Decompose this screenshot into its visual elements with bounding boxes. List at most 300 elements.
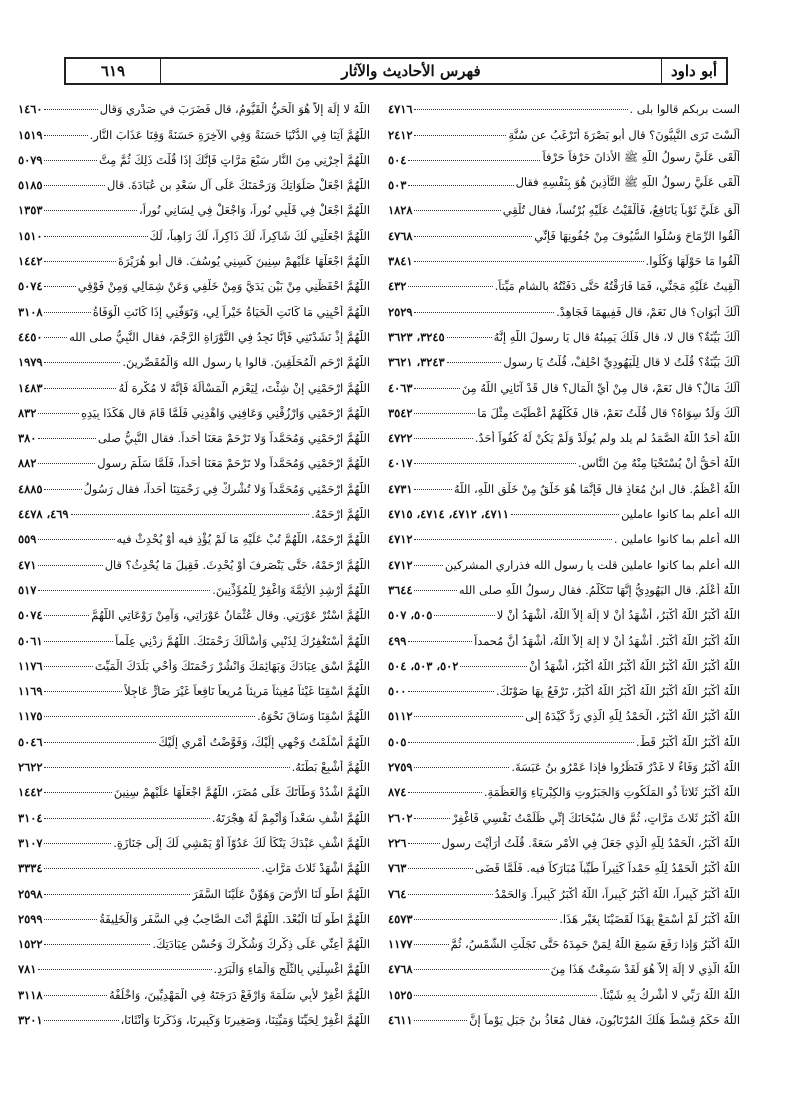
dot-leader [414, 312, 554, 313]
entry-text: اللَّهُمَّ اسْتُرْ عَوْرَتِي. وقال عُثْمَانُ عَوْرَاتِي، وَآمِنْ رَوْعَاتِي اللَّهُمَّ [91, 608, 370, 623]
index-entry [388, 1002, 740, 1027]
dot-leader [44, 261, 116, 262]
dot-leader [414, 438, 472, 439]
index-entry [18, 648, 370, 673]
index-entry [18, 319, 370, 344]
entry-text: أَلَكَ وَلَدٌ سِوَاهُ؟ قال قُلْتُ نَعَمْ، قال فَكُلَّهُمْ أَعْطَيْتَ مِثْلَ مَا [477, 405, 740, 420]
hadith-number: ١١٧٥ [18, 709, 43, 724]
dot-leader [414, 767, 509, 768]
hadith-number: ٥١٧ [18, 582, 37, 597]
index-entry [18, 167, 370, 192]
dot-leader [44, 995, 106, 996]
index-entry [388, 825, 740, 850]
entry-text: اللَّهُمَّ اجْعَلْنِي لَكَ شَاكِراً، لَكَ ذَاكِراً، لَكَ رَاهِباً، لَكَ [149, 228, 370, 243]
dot-leader [44, 337, 67, 338]
index-entry [18, 723, 370, 748]
index-entry [388, 749, 740, 774]
dot-leader [71, 514, 310, 515]
entry-text: اللَّهُ أَكْبَرُ اللَّهُ أَكْبَرُ. أَشْهَدُ أَنْ لا إِلهَ إِلاَّ اللَّهُ، أَشْهَدُ أَنَّ مُحمداً [474, 633, 740, 648]
hadith-number: ٥٠٧٤ [18, 608, 43, 623]
hadith-number: ٤٥٧٣ [388, 911, 413, 926]
index-entry [388, 673, 740, 698]
dot-leader [38, 590, 210, 591]
dot-leader [44, 236, 147, 237]
entry-text: أَلْقِ عَلَيَّ ثَوْباً يَانَافِعُ، فَأَلْقَيْتُ عَلَيْهِ بُرْنُساً، فقال تُلْقِي [502, 203, 740, 218]
dot-leader [44, 868, 259, 869]
entry-text: اللَّهُ أَكْبَرُ ثَلاثاً ذُو المَلَكُوتِ وَالجَبَرُوتِ وَالكِبْرِيَاءِ وَالعَظَمَةِ. [483, 785, 740, 800]
entry-text: اللَّهُ أَكْبَرُ اللَّهُ أَكْبَرُ قَطْ. [635, 734, 740, 749]
hadith-number: ٥٠٥ [388, 734, 407, 749]
hadith-number: ٤٧٣١ [388, 481, 413, 496]
hadith-number: ٤٧١١، ٤٧١٢، ٤٧١٤، ٤٧١٥ [388, 507, 509, 522]
dot-leader [38, 463, 95, 464]
hadith-number: ٧٦٤ [388, 886, 407, 901]
hadith-number: ٧٦٣ [388, 861, 407, 876]
dot-leader [408, 185, 513, 186]
entry-text: أَلَسْتَ تَرَى النَّبِيُّونَ؟ قال أبو بَصْرَةَ أَتَرْغَبُ عن سُنَّةِ [508, 127, 740, 142]
hadith-number: ٢٦٢٢ [18, 760, 43, 775]
index-entry [388, 142, 740, 167]
entry-text: اللَّهُمَّ أَعِنِّي عَلَى ذِكْرِكَ وَشُكْرِكَ وَحُسْنِ عِبَادَتِكَ. [152, 937, 370, 952]
index-entry [18, 243, 370, 268]
left-column [18, 91, 370, 1027]
dot-leader [408, 843, 439, 844]
dot-leader [44, 489, 81, 490]
dot-leader [414, 1020, 467, 1021]
dot-leader [38, 438, 95, 439]
dot-leader [414, 109, 627, 110]
hadith-number: ٤٧٦٨ [388, 962, 413, 977]
dot-leader [44, 362, 120, 363]
entry-text: اللَّهُمَّ أَشْبِعْ بَطْنَهُ. [291, 760, 370, 775]
dot-leader [414, 210, 500, 211]
dot-leader [44, 109, 97, 110]
dot-leader [414, 413, 475, 414]
index-entry [388, 648, 740, 673]
hadith-number: ٢٦٠٢ [388, 810, 413, 825]
index-entry [18, 774, 370, 799]
dot-leader [44, 742, 156, 743]
hadith-number: ٣٨٤١ [388, 254, 413, 269]
hadith-number: ٥٠٤ [388, 152, 407, 167]
entry-text: أَلْقَى عَلَيَّ رسولُ اللَّهِ ﷺ الأذانَ حَرْفاً حَرْفاً [542, 149, 740, 164]
dot-leader [44, 135, 87, 136]
index-entry [18, 976, 370, 1001]
index-entry [388, 167, 740, 192]
hadith-number: ١٤٦٠ [18, 102, 43, 117]
hadith-number: ٥٠٦١ [18, 633, 43, 648]
entry-text: اللَّهُ أَكْبَرُ، الْحَمْدُ لِلَّهِ الَّذِي جَعَلَ فِي الأَمْرِ سَعَةً. قُلْتُ أَرَأَيْتَ رسول [441, 835, 740, 850]
dot-leader [414, 590, 456, 591]
entry-text: اللَّهُمَّ أَرْشِدِ الأَئِمَّةَ وَاغْفِرْ لِلْمُؤَذِّنِينَ. [212, 582, 370, 597]
entry-text: اللَّهُ لا إِلَهَ إِلاَّ هُوَ الْحَيُّ الْقَيُّومُ، قال فَضَرَبَ في صَدْرِي وَقال [99, 102, 370, 117]
hadith-number: ١٤٨٣ [18, 380, 43, 395]
entry-text: اللَّهُمَّ اجْعَلْ فِي قَلْبِي نُوراً، وَاجْعَلْ فِي لِسَانِي نُوراً، [139, 203, 370, 218]
dot-leader [44, 716, 255, 717]
hadith-number: ٤٧١٢ [388, 557, 413, 572]
dot-leader [408, 792, 482, 793]
index-entry [18, 926, 370, 951]
index-entry [388, 976, 740, 1001]
entry-text: اللَّهُ أَكْبَرُ كَبِيراً، اللَّهُ أَكْبَرُ كَبِيراً، اللَّهُ أَكْبَرُ كَبِيراً. وَالحَمْدُ [494, 886, 740, 901]
dot-leader [44, 666, 92, 667]
dot-leader [414, 236, 532, 237]
index-entry [18, 622, 370, 647]
hadith-number: ٣٦٤٤ [388, 582, 413, 597]
index-entry [388, 698, 740, 723]
page-number: ٦١٩ [66, 59, 161, 83]
dot-leader [408, 641, 472, 642]
hadith-number: ٤٠١٧ [388, 456, 413, 471]
index-entry [388, 470, 740, 495]
dot-leader [44, 818, 209, 819]
dot-leader [44, 286, 75, 287]
hadith-number: ٤٧١ [18, 557, 37, 572]
entry-text: أَلْقُوا مَا حَوْلَهَا وَكُلُوا. [645, 254, 740, 269]
hadith-number: ٢٥٩٨ [18, 886, 43, 901]
entry-text: اللَّهُمَّ اشْفِ سَعْداً وَأَتْمِمْ لَهُ هِجْرَتَهُ. [211, 810, 370, 825]
index-entry [388, 799, 740, 824]
entry-text: اللَّهُمَّ ارْحَمْهُ، حَتَّى يَنْصَرِفَ أَوْ يُحْدِثَ. فَقِيلَ مَا يُحْدِثُ؟ قال [104, 557, 370, 572]
index-entry [388, 369, 740, 394]
index-entry [388, 622, 740, 647]
entry-text: الست بربكم قالوا بلى . [629, 102, 740, 117]
index-entry [388, 420, 740, 445]
hadith-number: ٣١٠٧ [18, 835, 43, 850]
hadith-number: ٤٧١٦ [388, 102, 413, 117]
index-entry [388, 116, 740, 141]
dot-leader [44, 919, 97, 920]
entry-text: اللَّهُمَّ أَجِرْنِي مِنَ النَّارِ سَبْعَ مَرَّاتٍ فَإِنَّكَ إِذَا قُلْتَ ذَلِكَ ثُمَّ مِتَّ [98, 152, 370, 167]
index-entry [18, 698, 370, 723]
hadith-number: ١٥١٠ [18, 228, 43, 243]
index-entry [388, 395, 740, 420]
hadith-number: ٣١٠٤ [18, 810, 43, 825]
hadith-number: ٥٠٣ [388, 178, 407, 193]
entry-text: اللَّهُ أَكْبَرُ لَمْ أَسْمَعْ بِهَذَا لَقَضَيْنَا بِغَيْرِ هَذَا. [559, 911, 740, 926]
index-entry [18, 749, 370, 774]
index-entry [388, 319, 740, 344]
index-entry [388, 875, 740, 900]
hadith-number: ١٥١٩ [18, 127, 43, 142]
dot-leader [460, 666, 527, 667]
hadith-number: ٢٢٦ [388, 835, 407, 850]
entry-text: اللَّهُمَّ آتِنَا فِي الدُّنْيَا حَسَنَةً وَفِي الآخِرَةِ حَسَنَةً وَقِنَا عَذَابَ النَّارِ. [89, 127, 370, 142]
entry-text: اللَّهُ أَكْبَرُ اللَّهُ أَكْبَرُ اللَّهُ أَكْبَرُ اللَّهُ أَكْبَرُ، تَرْفَعُ بِهَا صَوْتَكَ. [496, 684, 740, 699]
page-header [64, 57, 728, 85]
entry-text: أَلَكَ بَيِّنَةٌ؟ قال لا، قال فَلَكَ يَمِينُهُ قال يَا رسولَ اللَّهِ إِنَّهُ [493, 329, 740, 344]
entry-text: اللَّهُمَّ اطْوِ لَنَا الْبُعْدَ. اللَّهُمَّ أَنْتَ الصَّاحِبُ فِي السَّفَرِ وَالْخَلِيفَةُ [99, 911, 370, 926]
dot-leader [414, 969, 548, 970]
entry-text: اللَّهُمَّ اطْوِ لَنَا الأَرْضَ وَهَوِّنْ عَلَيْنَا السَّفَرَ [192, 886, 370, 901]
hadith-number: ٤٩٩ [388, 633, 407, 648]
hadith-number: ٣٥٤٢ [388, 405, 413, 420]
entry-text: اللَّهُمَّ اسْقِنَا غَيْثاً مُغِيثاً مَرِيئاً مُرِيعاً نَافِعاً غَيْرَ ضَارٍّ عَاجِلاً [124, 684, 370, 699]
index-entry [18, 901, 370, 926]
entry-text: اللَّهُ أَعْظَمُ. قال ابنُ مُعَاذٍ قال فَإِنَّمَا هُوَ خَلْقٌ مِنْ خَلْقِ اللَّهِ، اللَّهُ [453, 481, 740, 496]
dot-leader [38, 413, 79, 414]
index-entry [18, 496, 370, 521]
hadith-number: ٤٨٨٥ [18, 481, 43, 496]
index-entry [388, 723, 740, 748]
index-entry [388, 496, 740, 521]
hadith-number: ٨٧٤ [388, 785, 407, 800]
entry-text: أَلْقَى عَلَيَّ رسولُ اللَّهِ ﷺ التَّأْذِينَ هُوَ بِنَفْسِهِ فقال [515, 175, 740, 190]
entry-text: اللَّهُ اللَّهُ رَبِّي لا أُشْرِكُ بِهِ شَيْئاً. [599, 987, 740, 1002]
right-column [388, 91, 740, 1027]
dot-leader [447, 337, 492, 338]
hadith-number: ٤٦١١ [388, 1012, 413, 1027]
index-entry [18, 597, 370, 622]
dot-leader [414, 261, 643, 262]
hadith-number: ٣٢٠١ [18, 1012, 43, 1027]
index-entry [388, 774, 740, 799]
index-entry [388, 91, 740, 116]
hadith-number: ٤٧١٢ [388, 532, 413, 547]
index-entry [18, 192, 370, 217]
entry-text: اللَّهُ أَكْبَرُ اللَّهُ أَكْبَرُ اللَّهُ أَكْبَرُ اللَّهُ أَكْبَرُ، أَشْهَدُ أَنْ [528, 658, 740, 673]
entry-text: اللَّهُمَّ ارْحَمْنِي إِنْ شِئْتَ، لِيَعْزِمِ الْمَسْأَلَةَ فَإِنَّهُ لا مُكْرِهَ لَهُ [118, 380, 370, 395]
hadith-number: ١٤٤٢ [18, 785, 43, 800]
index-entry [388, 243, 740, 268]
dot-leader [408, 894, 492, 895]
index-entry [388, 445, 740, 470]
hadith-number: ١٣٥٣ [18, 203, 43, 218]
index-entry [388, 293, 740, 318]
dot-leader [44, 894, 190, 895]
dot-leader [408, 160, 540, 161]
entry-text: اللَّهُ أَكْبَرُ الْحَمْدُ لِلَّهِ حَمْداً كَثِيراً طَيِّباً مُبَارَكاً فيه. فَلَمَّا قَضَى [475, 861, 740, 876]
hadith-number: ١٥٢٢ [18, 937, 43, 952]
hadith-number: ٤٦٩، ٤٤٧٨ [18, 507, 69, 522]
entry-text: اللَّهُمَّ اشْفِ عَبْدَكَ يَنْكَأُ لَكَ عَدُوّاً أَوْ يَمْشِي لَكَ إِلَى جَنَازَةٍ. [113, 835, 370, 850]
dot-leader [408, 691, 494, 692]
entry-text: اللَّهُ أَحَقُّ أَنْ يُسْتَحْيَا مِنْهُ مِنَ النَّاسِ. [578, 456, 740, 471]
index-entry [18, 420, 370, 445]
entry-text: اللَّهُمَّ اسْقِنَا وَسَاقَ نَحْوَهُ. [257, 709, 370, 724]
hadith-number: ٥٠٢، ٥٠٣، ٥٠٤ [388, 658, 459, 673]
entry-text: اللَّهُمَّ اشْهَدْ ثَلاثَ مَرَّاتٍ. [261, 861, 370, 876]
index-entry [388, 572, 740, 597]
entry-text: اللَّهُمَّ ارْحَمْنِي وَمُحَمَّداً وَلا تَرْحَمْ مَعَنَا أَحَداً. فقال النَّبِيُّ صلى [97, 431, 370, 446]
entry-text: الله أعلم بما كانوا عاملين . [613, 532, 740, 547]
hadith-number: ١٤٤٢ [18, 254, 43, 269]
index-entry [18, 825, 370, 850]
dot-leader [408, 868, 473, 869]
dot-leader [408, 742, 634, 743]
dot-leader [434, 615, 494, 616]
entry-text: اللَّهُ أَعْلَمُ. قال اليَهُودِيُّ إِنَّهَا تَتَكَلَّمُ. فقال رسولُ اللَّهِ صلى الله [458, 582, 740, 597]
entry-text: اللَّهُ أَكْبَرُ وَفَاءٌ لا غَدْرٌ فَنَظَرُوا فإذا عَمْرُو بنُ عَبَسَةَ. [511, 760, 740, 775]
entry-text: اللَّهُمَّ ارْحَمِ الْمُحَلِّقِينَ. قالوا يا رسول الله وَالْمُقَصِّرِينَ. [122, 355, 370, 370]
entry-text: اللَّهُمَّ ارْحَمْنِي وَمُحَمَّداً ولا تَرْحَمْ مَعَنَا أَحَداً، فَلَمَّا سَلَّمَ رسول [97, 456, 370, 471]
entry-text: اللَّهُمَّ أَسْلَمْتُ وَجْهِي إِلَيْكَ، وَفَوَّضْتُ أَمْرِي إِلَيْكَ [158, 734, 370, 749]
hadith-number: ٨٣٢ [18, 405, 37, 420]
book-name: أبو داود [661, 59, 726, 83]
entry-text: اللَّهُ أَحَدٌ اللَّهُ الصَّمَدُ لم يلد ولم يُولَدْ وَلَمْ يَكُنْ لَهُ كُفُواً أَحَدٌ. [474, 431, 740, 446]
index-title: فهرس الأحاديث والآثار [341, 62, 481, 80]
hadith-number: ١٨٢٨ [388, 203, 413, 218]
index-entry [18, 875, 370, 900]
hadith-number: ٥١١٢ [388, 709, 413, 724]
entry-text: اللَّهُمَّ احْفَظْنِي مِنْ بَيْنِ يَدَيَّ وَمِنْ خَلْفِي وَعَنْ شِمَالِي وَمِنْ فَوْقِي [77, 279, 370, 294]
dot-leader [414, 995, 597, 996]
index-entry [18, 395, 370, 420]
index-entry [388, 268, 740, 293]
entry-text: اللَّهُمَّ ارْحَمْهُ. [311, 507, 370, 522]
hadith-number: ٤٧٦٨ [388, 228, 413, 243]
index-entry [18, 91, 370, 116]
hadith-number: ٢٥٢٩ [388, 304, 413, 319]
entry-text: اللَّهُمَّ اغْسِلْنِي بِالثَّلْجِ وَالْمَاءِ وَالْبَرَدِ. [213, 962, 370, 977]
entry-text: اللَّهُ أَكْبَرُ وَإذا رَفَعَ سَمِعَ اللَّهُ لِمَنْ حَمِدَهُ حَتَّى تَجَلَّتِ الشَّمْسُ، ثُمَّ [450, 937, 740, 952]
dot-leader [414, 919, 557, 920]
index-entry [18, 799, 370, 824]
dot-leader [414, 565, 442, 566]
hadith-number: ٤٠٦٣ [388, 380, 413, 395]
hadith-number: ٣٢٤٥، ٣٦٢٣ [388, 329, 445, 344]
entry-text: أَلَكَ بَيِّنَةٌ؟ قُلْتُ لا قال لِلْيَهُودِيِّ احْلِفْ، قُلْتُ يَا رسول [503, 355, 740, 370]
dot-leader [414, 944, 448, 945]
dot-leader [408, 286, 492, 287]
entry-text: اللَّهُ حَكَمٌ قِسْطٌ هَلَكَ المُرْتَابُونَ، فقال مُعَاذُ بنُ جَبَلٍ يَوْماً إِنَّ [469, 1012, 740, 1027]
entry-text: اللَّهُمَّ ارْحَمْنِي وَارْزُقْنِي وَعَافِنِي وَاهْدِنِي فَلَمَّا قَامَ قال هَكَذَا بِيَدِهِ [81, 405, 370, 420]
dot-leader [44, 1020, 118, 1021]
entry-text: الله أعلم بما كانوا عاملين [621, 507, 740, 522]
entry-text: اللَّهُ أَكْبَرُ اللَّهُ أَكْبَرُ، الْحَمْدُ لِلَّهِ الَّذِي رَدَّ كَيْدَهُ إِلى [525, 709, 740, 724]
entry-text: اللَّهُمَّ اغْفِرْ لِحَيِّنَا وَمَيِّتِنَا، وَصَغِيرِنَا وَكَبِيرِنَا، وَذَكَرِنَا وَأُنْثَانَا، [120, 1012, 370, 1027]
hadith-number: ١١٦٩ [18, 684, 43, 699]
entry-text: اللَّهُمَّ ارْحَمْنِي وَمُحَمَّداً وَلا تُشْرِكْ فِي رَحْمَتِنَا أَحَداً، فقال رَسُولُ [83, 481, 370, 496]
hadith-number: ٥٥٩ [18, 532, 37, 547]
hadith-number: ٥٠٧٤ [18, 279, 43, 294]
index-entry [388, 192, 740, 217]
dot-leader [44, 185, 105, 186]
index-entry [18, 116, 370, 141]
dot-leader [38, 565, 102, 566]
dot-leader [44, 843, 111, 844]
index-entry [388, 926, 740, 951]
entry-text: أَلَكَ مَالٌ؟ قال نَعَمْ، قال مِنْ أَيِّ الْمَالِ؟ قال قَدْ آتَانِي اللَّهُ مِنَ [461, 380, 740, 395]
hadith-number: ٢٧٥٩ [388, 760, 413, 775]
hadith-number: ٥٠٠ [388, 684, 407, 699]
index-entry [18, 293, 370, 318]
index-entry [18, 217, 370, 242]
dot-leader [44, 691, 122, 692]
entry-text: أَلْقُوا الرِّمَاحَ وَسُلُّوا السُّيُوفَ مِنْ جُفُونِهَا فَإِنِّي [534, 228, 740, 243]
dot-leader [414, 463, 576, 464]
index-entry [388, 546, 740, 571]
index-entry [18, 546, 370, 571]
entry-text: اللَّهُمَّ أَحْيِنِي مَا كَانَتِ الْحَيَاةُ خَيْراً لِي، وَتَوَفَّنِي إِذَا كَانَتِ الْوَفَاةُ [92, 304, 370, 319]
dot-leader [44, 160, 96, 161]
index-entry [18, 142, 370, 167]
entry-text: اللَّهُمَّ أَسْتَغْفِرُكَ لِذَنْبِي وَأَسْأَلُكَ رَحْمَتَكَ. اللَّهُمَّ زِدْنِي عِلْماً [115, 633, 370, 648]
entry-text: أَلَكَ أَبَوَانِ؟ قال نَعَمْ، قال فَفِيهِمَا فَجَاهِدْ. [556, 304, 740, 319]
index-entry [388, 344, 740, 369]
dot-leader [38, 969, 211, 970]
hadith-number: ٥١٨٥ [18, 178, 43, 193]
index-entry [18, 1002, 370, 1027]
dot-leader [414, 539, 611, 540]
entry-text: اللَّهُمَّ اجْعَلْهَا عَلَيْهِمْ سِنِينَ كَسِنِي يُوسُفَ. قال أبو هُرَيْرَةَ [118, 254, 370, 269]
index-entry [18, 951, 370, 976]
index-entry [388, 597, 740, 622]
hadith-number: ٣٣٣٤ [18, 861, 43, 876]
hadith-number: ٣١٠٨ [18, 304, 43, 319]
index-entry [18, 673, 370, 698]
entry-text: اللَّهُمَّ إِذْ نَشَدْتَنِي فَإِنَّا نَجِدُ فِي التَّوْرَاةِ الرَّجْمَ، فقال النَّبِيُّ صلى الله [69, 329, 370, 344]
dot-leader [44, 792, 111, 793]
hadith-number: ٥٠٤٦ [18, 734, 43, 749]
dot-leader [414, 716, 523, 717]
dot-leader [414, 135, 506, 136]
entry-text: اللَّهُمَّ ارْحَمْهُ، اللَّهُمَّ تُبْ عَلَيْهِ مَا لَمْ يُؤْذِ فيه أَوْ يُحْدِثْ فيه [116, 532, 370, 547]
hadith-number: ٤٤٥٠ [18, 329, 43, 344]
index-entry [18, 572, 370, 597]
hadith-number: ٢٥٩٩ [18, 911, 43, 926]
dot-leader [44, 615, 89, 616]
hadith-number: ٨٨٢ [18, 456, 37, 471]
dot-leader [44, 388, 116, 389]
dot-leader [38, 539, 114, 540]
entry-text: اللَّهُمَّ اسْقِ عِبَادَكَ وَبَهَائِمَكَ وَانْشُرْ رَحْمَتَكَ وَأَحْيِ بَلَدَكَ الْمَيِّتَ [94, 658, 370, 673]
index-entry [18, 445, 370, 470]
index-entry [18, 470, 370, 495]
index-entry [18, 850, 370, 875]
hadith-number: ٤٧٢٢ [388, 431, 413, 446]
dot-leader [511, 514, 619, 515]
hadith-number: ٧٨١ [18, 962, 37, 977]
index-entry [388, 217, 740, 242]
hadith-number: ١٥٢٥ [388, 987, 413, 1002]
dot-leader [44, 312, 90, 313]
entry-text: أَلْقِيتُ عَلَيْهِ مَجَنِّي، فَمَا فَارَقْتُهُ حَتَّى دَفَنْتُهُ بالشام مَيِّتاً. [494, 279, 740, 294]
entry-text: اللَّهُ أَكْبَرُ اللَّهُ أَكْبَرُ، أَشْهَدُ أَنْ لا إِلَهَ إِلاَّ اللَّهُ، أَشْهَدُ أَنْ لا [496, 608, 740, 623]
index-entry [388, 850, 740, 875]
hadith-number: ١٩٧٩ [18, 355, 43, 370]
entry-text: اللَّهُمَّ اشْدُدْ وَطْأَتَكَ عَلَى مُضَرَ، اللَّهُمَّ اجْعَلْهَا عَلَيْهِمْ سِنِينَ [113, 785, 370, 800]
hadith-number: ٥٠٧٩ [18, 152, 43, 167]
hadith-number: ١١٧٦ [18, 658, 43, 673]
hadith-number: ٥٠٥، ٥٠٧ [388, 608, 433, 623]
dot-leader [44, 767, 289, 768]
entry-text: اللَّهُمَّ اغْفِرْ لأَبِي سَلَمَةَ وَارْفَعْ دَرَجَتَهُ فِي الْمَهْدِيِّينَ، وَاخْلُفْهُ [108, 987, 370, 1002]
hadith-number: ١١٧٧ [388, 937, 413, 952]
dot-leader [414, 489, 451, 490]
index-entry [388, 901, 740, 926]
index-entry [18, 344, 370, 369]
index-entry [18, 521, 370, 546]
entry-text: اللَّهُمَّ اجْعَلْ صَلَوَاتِكَ وَرَحْمَتَكَ عَلَى آلِ سَعْدِ بنِ عُبَادَةَ. قال [107, 178, 370, 193]
dot-leader [44, 210, 137, 211]
index-entry [388, 951, 740, 976]
index-entry [18, 369, 370, 394]
entry-text: اللَّهُ أَكْبَرُ ثَلاثَ مَرَّاتٍ، ثُمَّ قال سُبْحَانَكَ إِنِّي ظَلَمْتُ نَفْسِي فَاغْفِرْ [451, 810, 740, 825]
hadith-number: ٤٣٢ [388, 279, 407, 294]
dot-leader [414, 388, 459, 389]
dot-leader [44, 641, 113, 642]
hadith-number: ٢٤١٢ [388, 127, 413, 142]
index-entry [388, 521, 740, 546]
dot-leader [447, 362, 502, 363]
hadith-number: ٣١١٨ [18, 987, 43, 1002]
entry-text: الله أعلم بما كانوا عاملين قلت يا رسول الله فذراري المشركين [444, 557, 740, 572]
entry-text: اللَّهُ الَّذِي لا إِلَهَ إِلاَّ هُوَ لَقَدْ سَمِعْتُ هَذَا مِنَ [550, 962, 740, 977]
hadith-number: ٣٢٤٣، ٣٦٢١ [388, 355, 445, 370]
index-entry [18, 268, 370, 293]
dot-leader [44, 944, 150, 945]
